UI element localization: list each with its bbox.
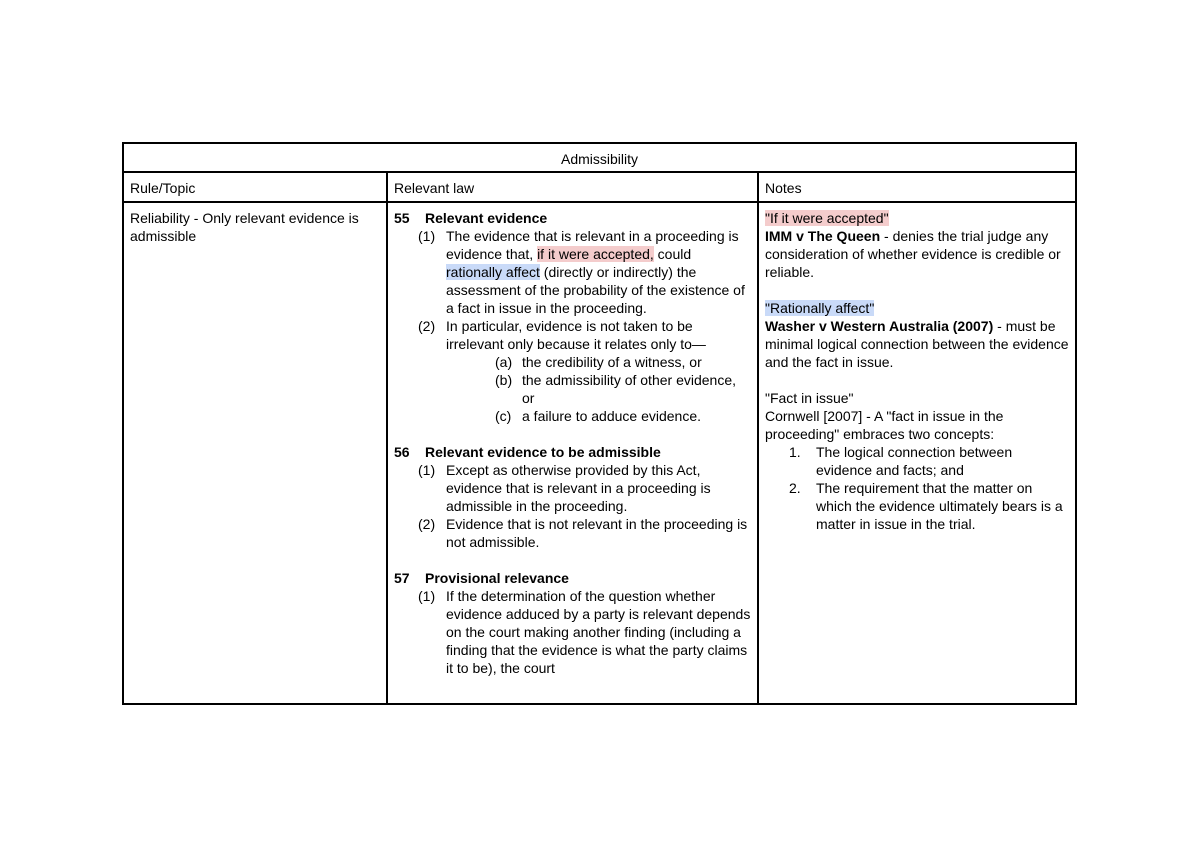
section-55-para-a: (a) the credibility of a witness, or xyxy=(495,354,702,370)
section-55 xyxy=(394,209,751,425)
table-title: Admissibility xyxy=(123,143,1076,172)
list-item: 1. The logical connection between evidence and facts; and xyxy=(789,444,1013,478)
table-row xyxy=(123,202,1076,704)
section-55-para-b: (b) the admissibility of other evidence, or xyxy=(495,372,736,406)
note-quote-rationally-affect: "Rationally affect" xyxy=(765,300,875,316)
note-quote-fact-in-issue: "Fact in issue" xyxy=(765,390,854,406)
table-title-row xyxy=(123,143,1076,172)
section-57-sub-1: (1) If the determination of the question whether evidence adduced by a party is relevant depends on the court making another finding (including a finding that the evidence is what the party claims it to be), the court xyxy=(418,588,751,676)
notes-cell xyxy=(758,202,1076,704)
note-rationally-affect: "Rationally affect" Washer v Western Australia (2007) - must be minimal logical connection between the evidence and the fact in issue. xyxy=(765,300,1069,370)
rule-text: Reliability - Only relevant evidence is admissible xyxy=(130,210,359,244)
header-rule-topic: Rule/Topic xyxy=(123,172,387,202)
section-56-sub-2: (2) Evidence that is not relevant in the proceeding is not admissible. xyxy=(418,516,748,550)
section-55-sub-1: (1) The evidence that is relevant in a proceeding is evidence that, if it were accepted, could rationally affect (directly or indirectly) the assessment of the probability of the existence of a fact in issue in the proceeding. xyxy=(418,228,745,316)
note-fact-in-issue xyxy=(765,389,1069,533)
header-notes: Notes xyxy=(758,172,1076,202)
law-cell xyxy=(387,202,758,704)
section-55-heading: 55 Relevant evidence xyxy=(394,210,548,226)
section-55-sub-2: (2) In particular, evidence is not taken to be irrelevant only because it relates only to— xyxy=(418,318,706,352)
case-name-imm: IMM v The Queen xyxy=(765,228,881,244)
admissibility-table xyxy=(122,142,1077,705)
note-cornwell-text: Cornwell [2007] - A "fact in issue in the proceeding" embraces two concepts: xyxy=(765,408,1004,442)
section-57-heading: 57 Provisional relevance xyxy=(394,570,569,586)
case-name-washer: Washer v Western Australia (2007) xyxy=(765,318,994,334)
highlight-rationally-affect: rationally affect xyxy=(446,264,540,280)
section-56-heading: 56 Relevant evidence to be admissible xyxy=(394,444,661,460)
section-56 xyxy=(394,443,751,551)
highlight-if-accepted: if it were accepted, xyxy=(537,246,654,262)
note-if-accepted: "If it were accepted" IMM v The Queen - denies the trial judge any consideration of whether evidence is credible or reliable. xyxy=(765,210,1061,280)
list-item: 2. The requirement that the matter on which the evidence ultimately bears is a matter in issue in the trial. xyxy=(789,480,1063,532)
section-57 xyxy=(394,569,751,677)
section-56-sub-1: (1) Except as otherwise provided by this Act, evidence that is relevant in a proceeding is admissible in the proceeding. xyxy=(418,462,711,514)
header-relevant-law: Relevant law xyxy=(387,172,758,202)
table-header-row xyxy=(123,172,1076,202)
rule-cell xyxy=(123,202,387,704)
section-55-para-c: (c) a failure to adduce evidence. xyxy=(495,408,702,424)
note-quote-if-accepted: "If it were accepted" xyxy=(765,210,889,226)
